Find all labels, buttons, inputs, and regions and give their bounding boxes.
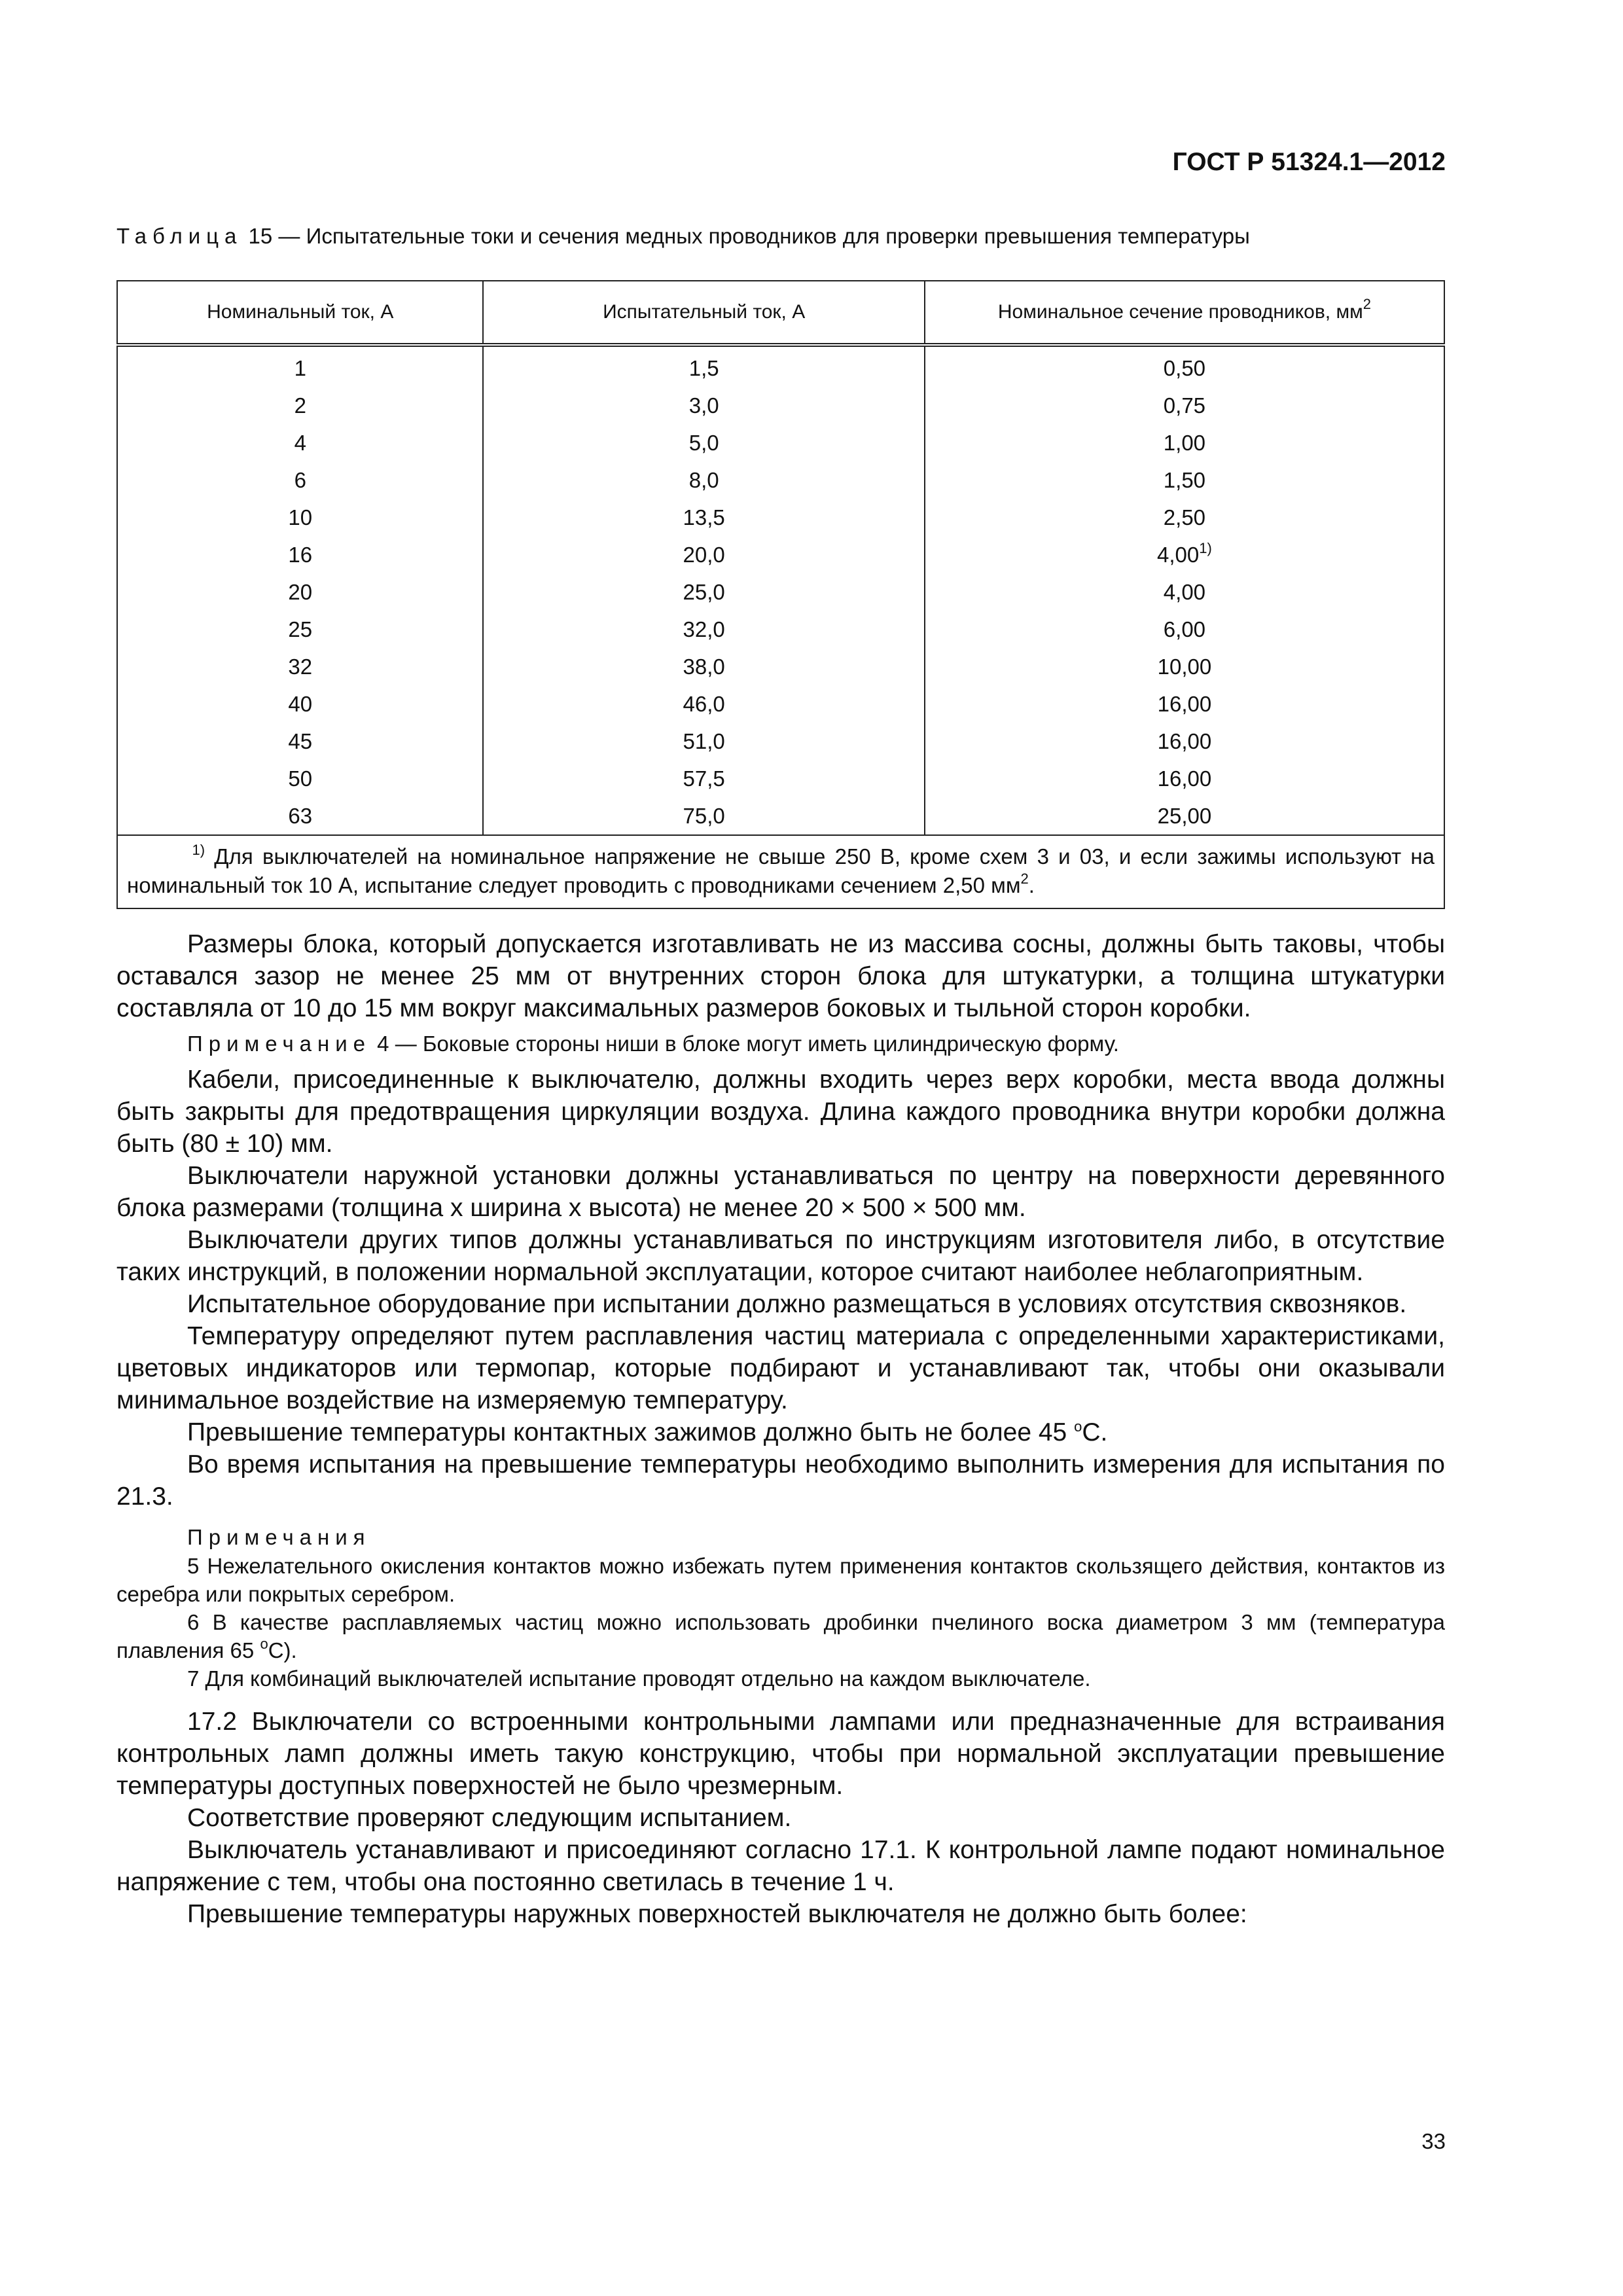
- table-row: [117, 573, 1444, 611]
- paragraph: Выключатель устанавливают и присоединяют согласно 17.1. К контрольной лампе подают номинальное напряжение с тем, чтобы она постоянно светилась в течение 1 ч.: [116, 1836, 1445, 1896]
- paragraph: Выключатели наружной установки должны устанавливаться по центру на поверхности деревянного блока размерами (толщина х ширина х высота) не менее 20 × 500 × 500 мм.: [116, 1162, 1445, 1222]
- cell-rated-current: 16: [117, 536, 483, 573]
- notes-heading: Примечания: [187, 1525, 371, 1549]
- table-row: [117, 723, 1444, 760]
- cell-cross-section: 6,00: [925, 611, 1444, 648]
- paragraph: Температуру определяют путем расплавления частиц материала с определенными характеристиками, цветовых индикаторов или термопар, которые подбирают и устанавливают так, чтобы они оказывали минимальное воздействие на измеряемую температуру.: [116, 1322, 1445, 1414]
- table-body: [117, 345, 1444, 835]
- cell-test-current: 3,0: [483, 387, 924, 424]
- test-currents-table: [116, 280, 1445, 909]
- footnote-marker: 1): [192, 842, 205, 858]
- cell-cross-section: 0,50: [925, 345, 1444, 387]
- table-row: [117, 424, 1444, 461]
- table-caption: [116, 224, 1445, 249]
- note-4: Примечание 4 — Боковые стороны ниши в блоке могут иметь цилиндрическую форму.: [187, 1031, 1119, 1056]
- cell-cross-section: 4,00: [925, 573, 1444, 611]
- cell-rated-current: 63: [117, 797, 483, 835]
- cell-rated-current: 20: [117, 573, 483, 611]
- table-row: [117, 536, 1444, 573]
- cell-test-current: 8,0: [483, 461, 924, 499]
- paragraph: Кабели, присоединенные к выключателю, должны входить через верх коробки, места ввода должны быть закрыты для предотвращения циркуляции воздуха. Длина каждого проводника внутри коробки должна быть (80 ± 10) мм.: [116, 1066, 1445, 1158]
- cell-rated-current: 50: [117, 760, 483, 797]
- page-number: 33: [1421, 2129, 1446, 2153]
- table-caption-text: 15 — Испытательные токи и сечения медных проводников для проверки превышения температуры: [242, 224, 1250, 248]
- section-17-2: 17.2 Выключатели со встроенными контрольными лампами или предназначенные для встраивания контрольных ламп должны иметь такую конструкцию, чтобы при нормальной эксплуатации превышение температуры доступных поверхностей не было чрезмерным.: [116, 1708, 1445, 1800]
- paragraph: Испытательное оборудование при испытании должно размещаться в условиях отсутствия сквозняков.: [187, 1290, 1407, 1318]
- cell-cross-section: 25,00: [925, 797, 1444, 835]
- cell-test-current: 13,5: [483, 499, 924, 536]
- footnote-ref: 1): [1199, 540, 1212, 556]
- cell-test-current: 32,0: [483, 611, 924, 648]
- table-row: [117, 797, 1444, 835]
- cell-rated-current: 45: [117, 723, 483, 760]
- paragraph: Превышение температуры наружных поверхностей выключателя не должно быть более:: [187, 1900, 1247, 1928]
- cell-rated-current: 6: [117, 461, 483, 499]
- table-row: [117, 685, 1444, 723]
- body-text: [116, 928, 1445, 1930]
- table-row: [117, 345, 1444, 387]
- table-row: [117, 648, 1444, 685]
- cell-test-current: 51,0: [483, 723, 924, 760]
- cell-rated-current: 40: [117, 685, 483, 723]
- column-header-test-current: Испытательный ток, А: [483, 281, 924, 345]
- cell-cross-section: 16,00: [925, 685, 1444, 723]
- table-row: [117, 461, 1444, 499]
- cell-test-current: 20,0: [483, 536, 924, 573]
- note-7: 7 Для комбинаций выключателей испытание проводят отдельно на каждом выключателе.: [187, 1666, 1091, 1691]
- table-row: [117, 499, 1444, 536]
- cell-cross-section: 16,00: [925, 760, 1444, 797]
- cell-cross-section: 0,75: [925, 387, 1444, 424]
- note-5: 5 Нежелательного окисления контактов можно избежать путем применения контактов скользящего действия, контактов из серебра или покрытых серебром.: [116, 1554, 1445, 1606]
- column-header-cross-section: Номинальное сечение проводников, $мм^2$: [925, 281, 1444, 345]
- cell-cross-section: 10,00: [925, 648, 1444, 685]
- cell-rated-current: 4: [117, 424, 483, 461]
- paragraph: Выключатели других типов должны устанавливаться по инструкциям изготовителя либо, в отсутствие таких инструкций, в положении нормальной эксплуатации, которое считают наиболее неблагоприятным.: [116, 1226, 1445, 1286]
- cell-test-current: 46,0: [483, 685, 924, 723]
- paragraph: Размеры блока, который допускается изготавливать не из массива сосны, должны быть таковы, чтобы оставался зазор не менее 25 мм от внутренних сторон блока для штукатурки, а толщина штукатурки составляла от 10 до 15 мм вокруг максимальных размеров боковых и тыльной сторон коробки.: [116, 930, 1445, 1022]
- cell-test-current: 57,5: [483, 760, 924, 797]
- cell-test-current: 5,0: [483, 424, 924, 461]
- cell-rated-current: 32: [117, 648, 483, 685]
- cell-cross-section: 1,50: [925, 461, 1444, 499]
- cell-cross-section: 2,50: [925, 499, 1444, 536]
- cell-rated-current: 10: [117, 499, 483, 536]
- cell-cross-section: 1,00: [925, 424, 1444, 461]
- cell-test-current: 38,0: [483, 648, 924, 685]
- table-footnote-row: [117, 835, 1444, 908]
- paragraph: Соответствие проверяют следующим испытанием.: [187, 1804, 792, 1832]
- table-caption-label: Таблица: [116, 224, 243, 248]
- table-row: [117, 611, 1444, 648]
- cell-test-current: 1,5: [483, 345, 924, 387]
- document-code: ГОСТ Р 51324.1—2012: [1172, 148, 1446, 176]
- table-header-row: [117, 281, 1444, 345]
- cell-test-current: 25,0: [483, 573, 924, 611]
- column-header-rated-current: Номинальный ток, А: [117, 281, 483, 345]
- table-row: [117, 387, 1444, 424]
- cell-rated-current: 2: [117, 387, 483, 424]
- cell-rated-current: 25: [117, 611, 483, 648]
- paragraph: Превышение температуры контактных зажимов должно быть не более 45 $^о$С.: [187, 1418, 1108, 1446]
- paragraph: Во время испытания на превышение температуры необходимо выполнить измерения для испытания по 21.3.: [116, 1450, 1445, 1511]
- cell-test-current: 75,0: [483, 797, 924, 835]
- table-footnote: $^{1)}$ Для выключателей на номинальное напряжение не свыше 250 В, кроме схем 3 и 03, и если зажимы используют на номинальный ток 10 А, испытание следует проводить с проводниками сечением 2,50 $мм^2$.: [117, 835, 1444, 908]
- table-row: [117, 760, 1444, 797]
- cell-cross-section: 4,00$^{1)}$: [925, 536, 1444, 573]
- cell-rated-current: 1: [117, 345, 483, 387]
- note-6: 6 В качестве расплавляемых частиц можно использовать дробинки пчелиного воска диаметром 3 мм (температура плавления 65 $^о$С).: [116, 1610, 1445, 1662]
- cell-cross-section: 16,00: [925, 723, 1444, 760]
